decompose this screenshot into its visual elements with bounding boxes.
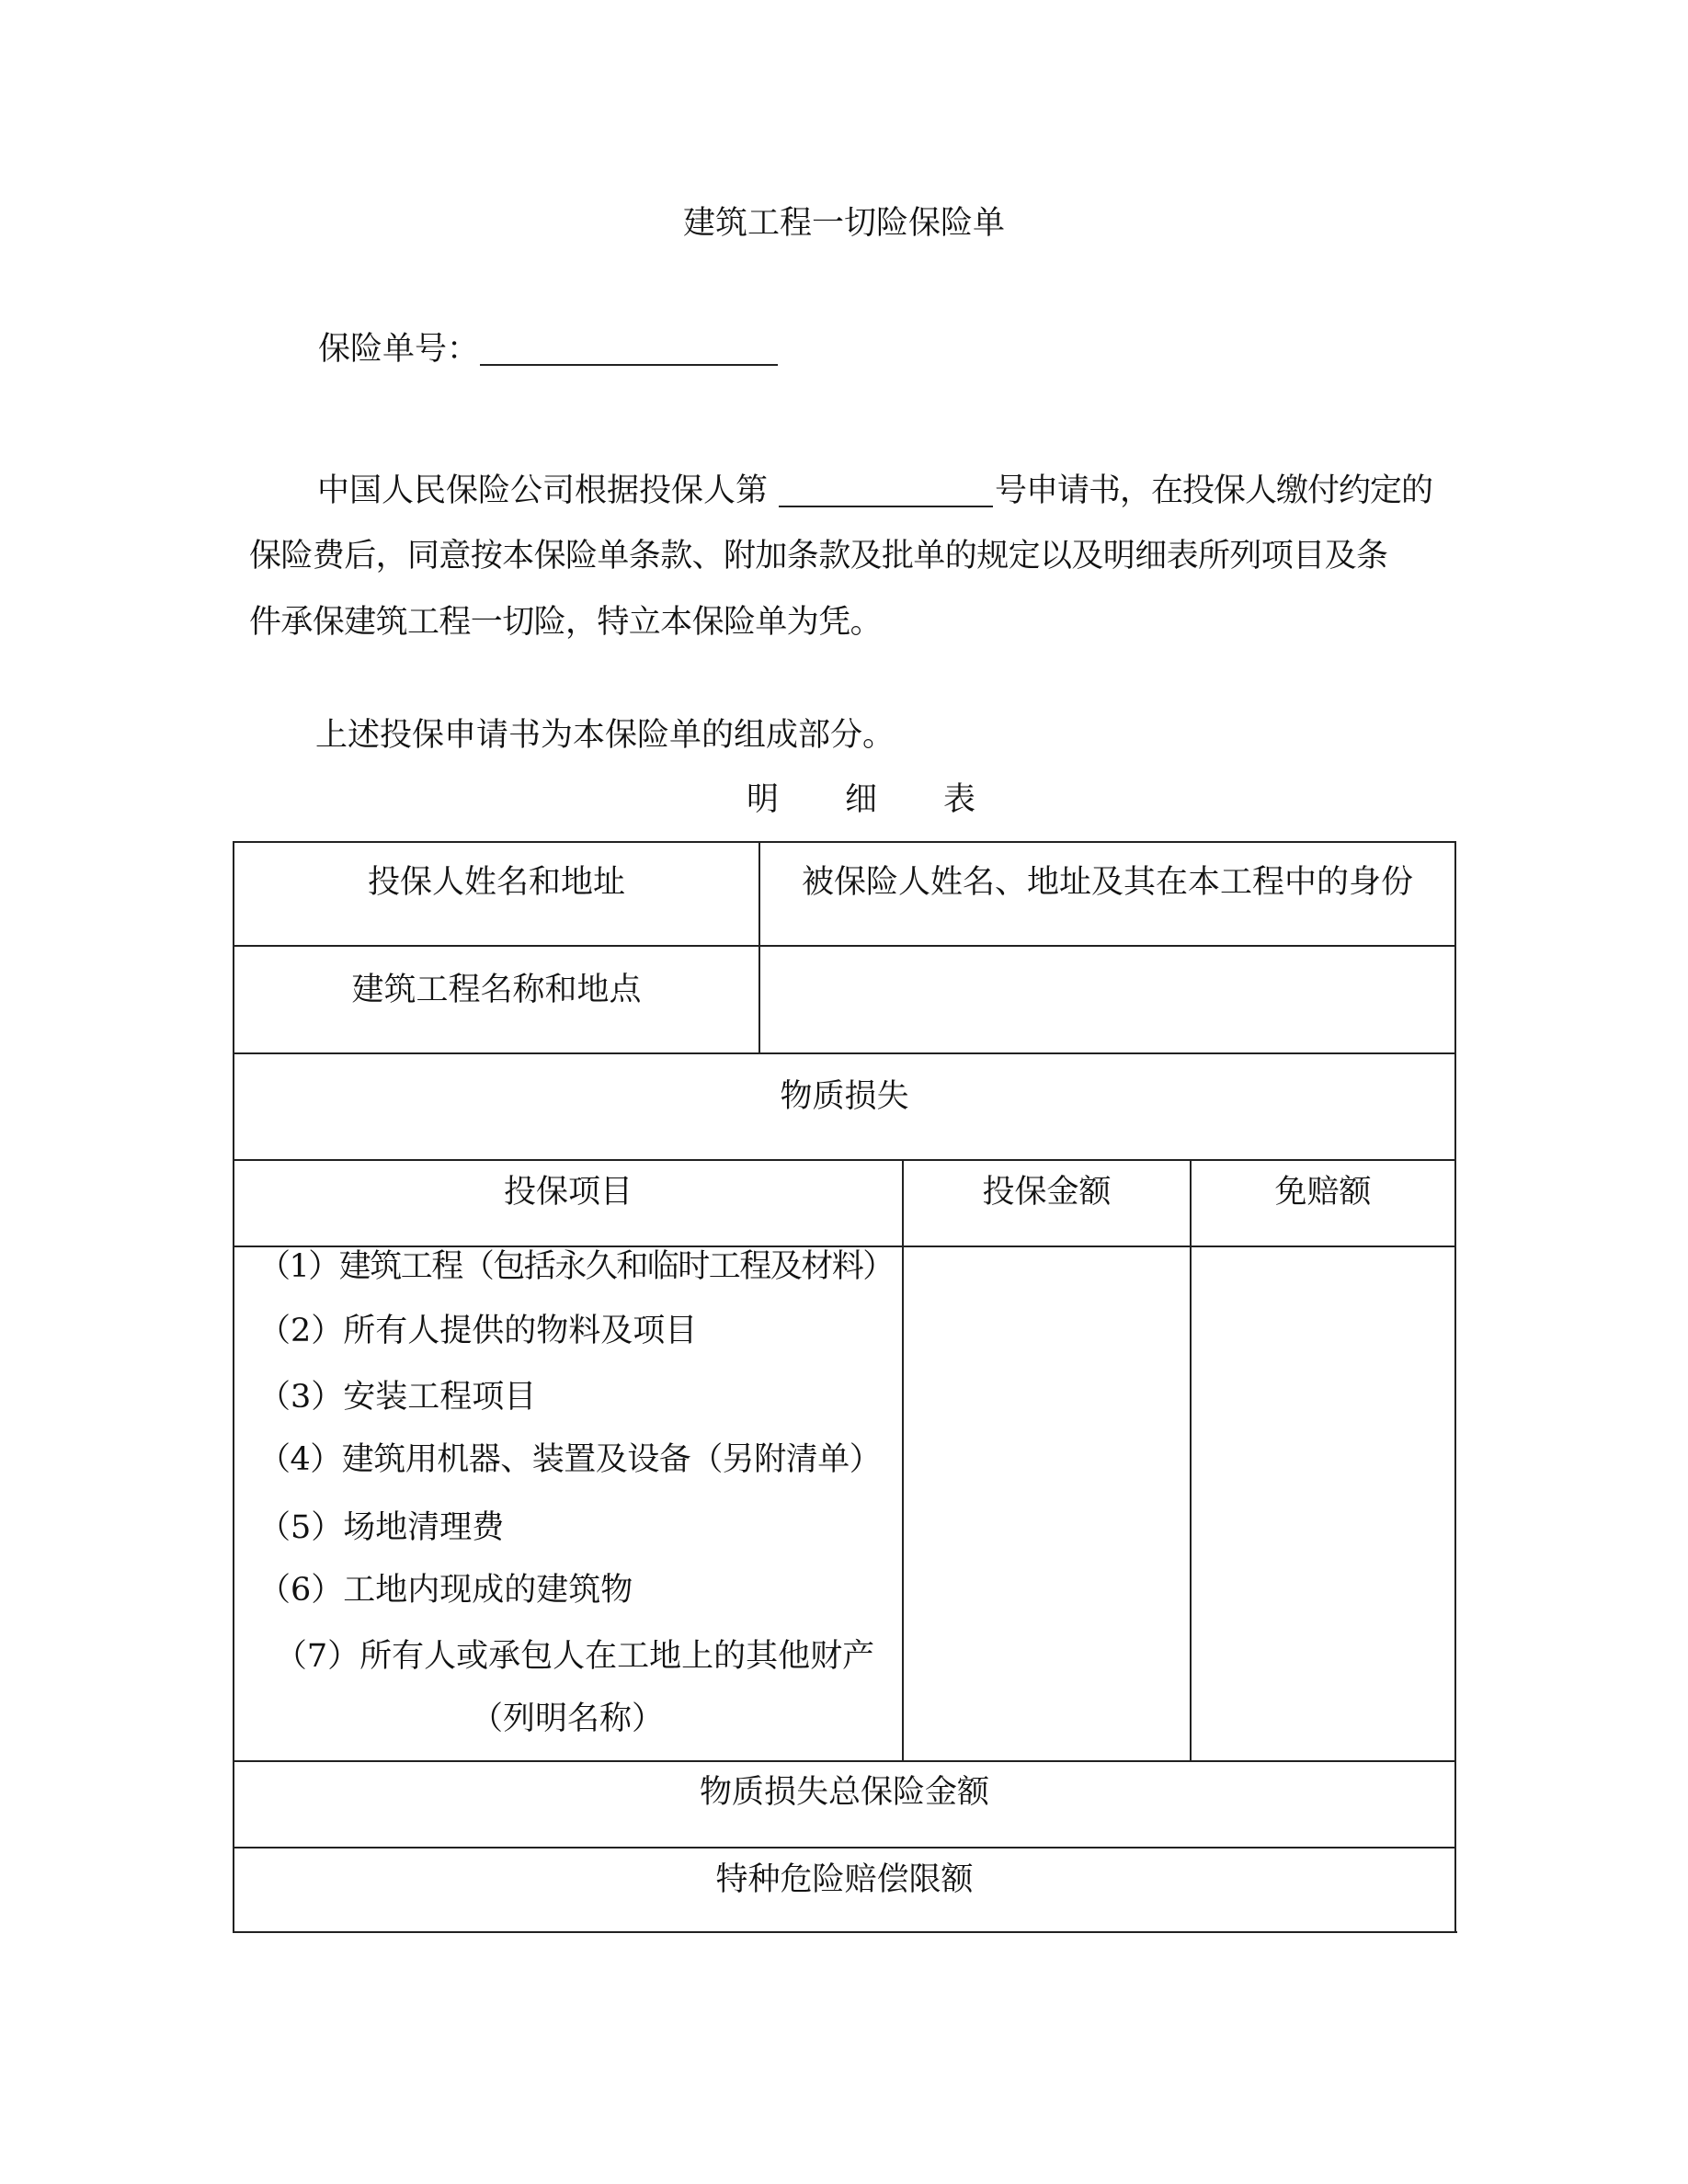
table-border-bottom bbox=[233, 1931, 1457, 1933]
policy-number-label: 保险单号： bbox=[318, 331, 480, 368]
schedule-title-char-1: 明 bbox=[747, 781, 780, 818]
paragraph1-line1-end: 号申请书，在投保人缴付约定的 bbox=[995, 472, 1433, 509]
application-number-underline bbox=[779, 506, 993, 507]
table-rule bbox=[233, 1847, 1455, 1848]
table-border-top bbox=[233, 841, 1455, 843]
list-item: （5）场地清理费 bbox=[258, 1509, 505, 1546]
column-header-deductible: 免赔额 bbox=[1274, 1174, 1372, 1211]
list-item: （6）工地内现成的建筑物 bbox=[258, 1572, 633, 1609]
policy-number-field[interactable] bbox=[482, 329, 776, 364]
schedule-title-char-3: 表 bbox=[943, 781, 976, 818]
policy-number-underline bbox=[480, 364, 778, 366]
list-item: （2）所有人提供的物料及项目 bbox=[258, 1313, 698, 1349]
application-number-field[interactable] bbox=[781, 471, 992, 506]
table-border-right bbox=[1454, 841, 1456, 1933]
special-risk-limit-label: 特种危险赔偿限额 bbox=[715, 1861, 974, 1898]
paragraph1-line1-start: 中国人民保险公司根据投保人第 bbox=[317, 472, 769, 509]
list-item: （3）安装工程项目 bbox=[258, 1379, 537, 1416]
total-sum-insured-label: 物质损失总保险金额 bbox=[699, 1774, 989, 1811]
paragraph1-line2: 保险费后，同意按本保险单条款、附加条款及批单的规定以及明细表所列项目及条 bbox=[249, 538, 1388, 574]
deductible-cell[interactable] bbox=[1192, 1247, 1454, 1760]
column-header-sum-insured: 投保金额 bbox=[982, 1174, 1112, 1211]
list-item: （7）所有人或承包人在工地上的其他财产 bbox=[274, 1638, 875, 1675]
document-title: 建筑工程一切险保险单 bbox=[682, 205, 1006, 242]
table-rule bbox=[233, 1760, 1455, 1762]
paragraph2: 上述投保申请书为本保险单的组成部分。 bbox=[315, 717, 895, 754]
insured-label: 被保险人姓名、地址及其在本工程中的身份 bbox=[801, 864, 1413, 901]
list-item: （列明名称） bbox=[470, 1701, 665, 1737]
list-item: （4）建筑用机器、装置及设备（另附清单） bbox=[258, 1441, 882, 1478]
table-rule bbox=[233, 1159, 1455, 1161]
column-header-item: 投保项目 bbox=[503, 1174, 633, 1211]
section-material-damage: 物质损失 bbox=[780, 1078, 909, 1115]
sum-insured-cell[interactable] bbox=[904, 1247, 1190, 1760]
paragraph1-line3: 件承保建筑工程一切险，特立本保险单为凭。 bbox=[249, 604, 883, 641]
project-value-cell[interactable] bbox=[760, 947, 1454, 1052]
project-label: 建筑工程名称和地点 bbox=[351, 972, 642, 1008]
table-rule bbox=[233, 1052, 1455, 1054]
list-item: （1）建筑工程（包括永久和临时工程及材料） bbox=[258, 1248, 894, 1285]
applicant-label: 投保人姓名和地址 bbox=[367, 864, 625, 901]
schedule-title-char-2: 细 bbox=[845, 781, 878, 818]
